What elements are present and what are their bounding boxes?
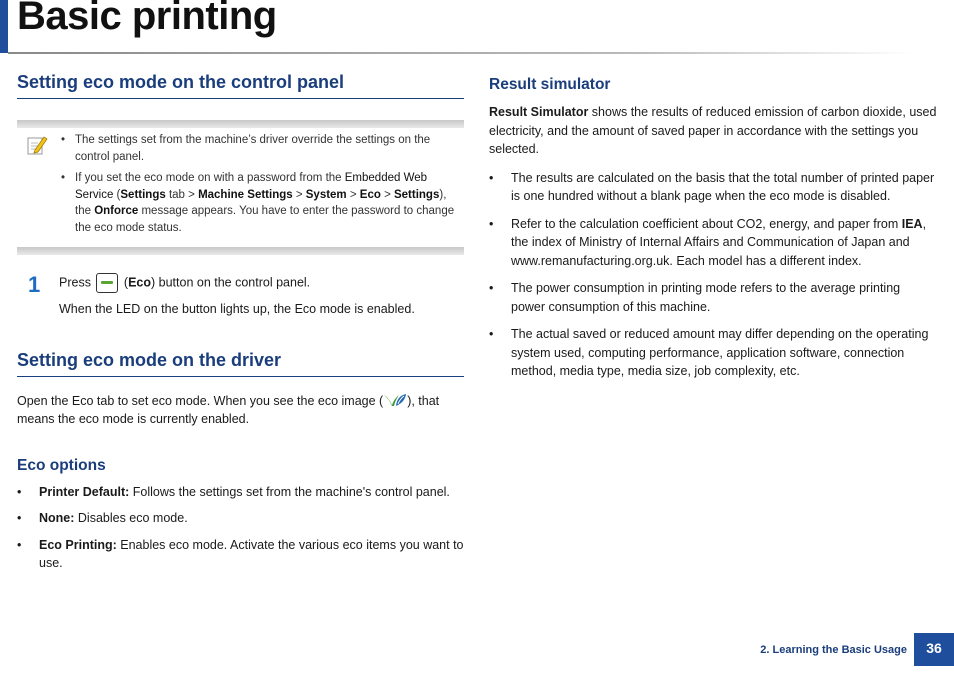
list-item: • The power consumption in printing mode refers to the average printing power consumption of this machine. bbox=[489, 281, 901, 314]
list-item: • The actual saved or reduced amount may differ depending on the operating system used, computing performance, application software, connection method, media type, media size, job complexity, etc. bbox=[489, 327, 929, 378]
eco-button-icon bbox=[96, 273, 118, 293]
footer-chapter-label: 2. Learning the Basic Usage bbox=[760, 644, 907, 656]
header-accent-bar bbox=[0, 0, 8, 53]
step-number: 1 bbox=[28, 272, 41, 297]
step-note: When the LED on the button lights up, the Eco mode is enabled. bbox=[59, 302, 415, 316]
right-column bbox=[489, 72, 937, 381]
step-1 bbox=[17, 273, 464, 319]
left-column bbox=[17, 72, 464, 573]
list-item: • Eco Printing: Enables eco mode. Activate the various eco items you want to use. bbox=[17, 537, 464, 570]
result-simulator-intro: Result Simulator shows the results of reduced emission of carbon dioxide, used electricity, and the amount of saved paper in accordance with the settings you selected. bbox=[489, 105, 937, 156]
section-heading-driver: Setting eco mode on the driver bbox=[17, 350, 464, 377]
note-box bbox=[17, 120, 464, 255]
list-item: • The results are calculated on the basis that the total number of printed paper is one hundred without a blank page when the eco mode is disabled. bbox=[489, 170, 935, 203]
section-heading-control-panel: Setting eco mode on the control panel bbox=[17, 72, 464, 99]
note-item: • The settings set from the machine’s driver override the settings on the control panel. bbox=[61, 134, 431, 163]
page-title: Basic printing bbox=[17, 0, 277, 38]
eco-options-heading: Eco options bbox=[17, 456, 106, 474]
list-item: • Refer to the calculation coefficient about CO2, energy, and paper from IEA, the index of Ministry of Internal Affairs and Communication of Japan and www.remanufacturing.org.uk. Each model has a different index. bbox=[489, 216, 927, 268]
result-simulator-list bbox=[489, 169, 937, 381]
note-item: • If you set the eco mode on with a password from the Embedded Web Service (Settings tab > Machine Settings > System > Eco > Settings), the Onforce message appears. You have to enter the password to change the eco mode status. bbox=[61, 172, 455, 234]
eco-leaf-icon bbox=[383, 393, 407, 407]
note-pencil-icon bbox=[26, 134, 48, 156]
list-item: • None: Disables eco mode. bbox=[17, 511, 188, 525]
result-simulator-heading: Result simulator bbox=[489, 76, 611, 93]
eco-options-list bbox=[17, 483, 464, 573]
title-divider bbox=[8, 52, 914, 54]
driver-intro: Open the Eco tab to set eco mode. When you see the eco image ( ), that means the eco mode is currently enabled. bbox=[17, 393, 440, 426]
step-instruction: Press (Eco) button on the control panel. bbox=[59, 273, 464, 293]
page-number: 36 bbox=[914, 633, 954, 666]
list-item: • Printer Default: Follows the settings set from the machine's control panel. bbox=[17, 484, 450, 499]
bullet: • bbox=[61, 134, 66, 146]
bullet: • bbox=[61, 172, 66, 184]
note-list bbox=[61, 132, 458, 241]
